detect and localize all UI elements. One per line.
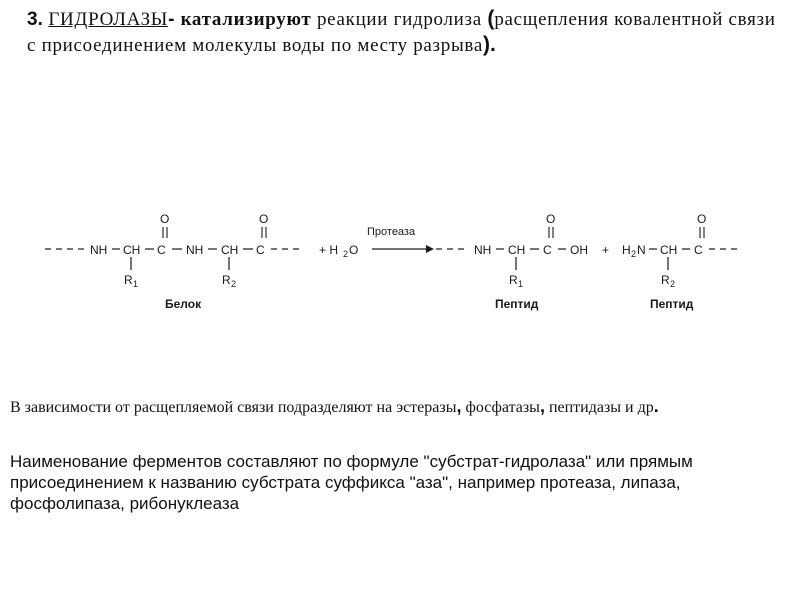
protein-substrate	[45, 212, 299, 311]
heading-paren-text: расщепления ковалентной связи с присоединением молекулы воды по месту разрыва	[27, 9, 776, 56]
atom-c: C	[694, 243, 703, 257]
water-molecule	[319, 243, 358, 259]
subscript: 2	[670, 279, 676, 289]
p1-comma-1: ,	[456, 396, 462, 416]
atom-ch: CH	[221, 243, 239, 257]
peptide-product-2	[622, 212, 737, 311]
atom-r: R	[124, 273, 133, 287]
atom-ch: CH	[508, 243, 526, 257]
subclasses-paragraph	[10, 395, 790, 419]
water-plus-h: + H	[319, 243, 339, 257]
heading-dash: -	[168, 9, 176, 30]
heading-open-paren: (	[487, 7, 495, 30]
subscript: 2	[231, 279, 237, 289]
water-o: O	[349, 243, 359, 257]
atom-o: O	[546, 212, 556, 226]
atom-c: C	[543, 243, 552, 257]
heading-verb: катализируют	[180, 9, 312, 30]
plus-sign: +	[602, 243, 610, 257]
subscript: 2	[631, 249, 637, 259]
arrow-head	[426, 245, 434, 253]
atom-r: R	[661, 273, 670, 287]
naming-paragraph: Наименование ферментов составляют по формуле "субстрат-гидролаза" или прямым присоединением к названию субстрата суффикса "аза", например протеаза, липаза, фосфолипаза, рибонуклеаза	[10, 452, 693, 513]
caption-protein: Белок	[165, 297, 202, 311]
subscript: 1	[133, 279, 139, 289]
caption-peptide-2: Пептид	[650, 297, 694, 311]
p1-text-1: В зависимости от расщепляемой связи подразделяют на эстеразы	[10, 399, 457, 416]
caption-peptide-1: Пептид	[495, 297, 539, 311]
atom-r: R	[509, 273, 518, 287]
atom-r: R	[222, 273, 231, 287]
atom-ch: CH	[660, 243, 678, 257]
atom-nh: NH	[186, 243, 204, 257]
hydrolysis-reaction-scheme	[0, 200, 800, 320]
p1-comma-2: ,	[539, 396, 545, 416]
peptide-product-1	[436, 212, 588, 311]
enzyme-class-name: ГИДРОЛАЗЫ	[48, 9, 169, 30]
p1-text-3: пептидазы и др	[544, 399, 654, 416]
slide-heading	[27, 6, 787, 58]
atom-c: C	[157, 243, 166, 257]
enzyme-label: Протеаза	[367, 226, 416, 238]
atom-oh: OH	[570, 243, 588, 257]
subscript: 1	[518, 279, 524, 289]
heading-number: 3.	[27, 9, 43, 30]
atom-n: N	[637, 243, 646, 257]
atom-o: O	[697, 212, 707, 226]
atom-nh: NH	[474, 243, 492, 257]
atom-h: H	[622, 243, 631, 257]
water-subscript: 2	[343, 249, 349, 259]
atom-ch: CH	[123, 243, 141, 257]
atom-nh: NH	[90, 243, 108, 257]
atom-o: O	[160, 212, 170, 226]
heading-text: реакции гидролиза	[316, 9, 482, 30]
reaction-arrow	[367, 226, 434, 253]
atom-c: C	[256, 243, 265, 257]
atom-o: O	[259, 212, 269, 226]
heading-close-paren: ).	[482, 33, 496, 56]
p1-dot: .	[653, 396, 659, 416]
p1-text-2: фосфатазы	[461, 399, 540, 416]
